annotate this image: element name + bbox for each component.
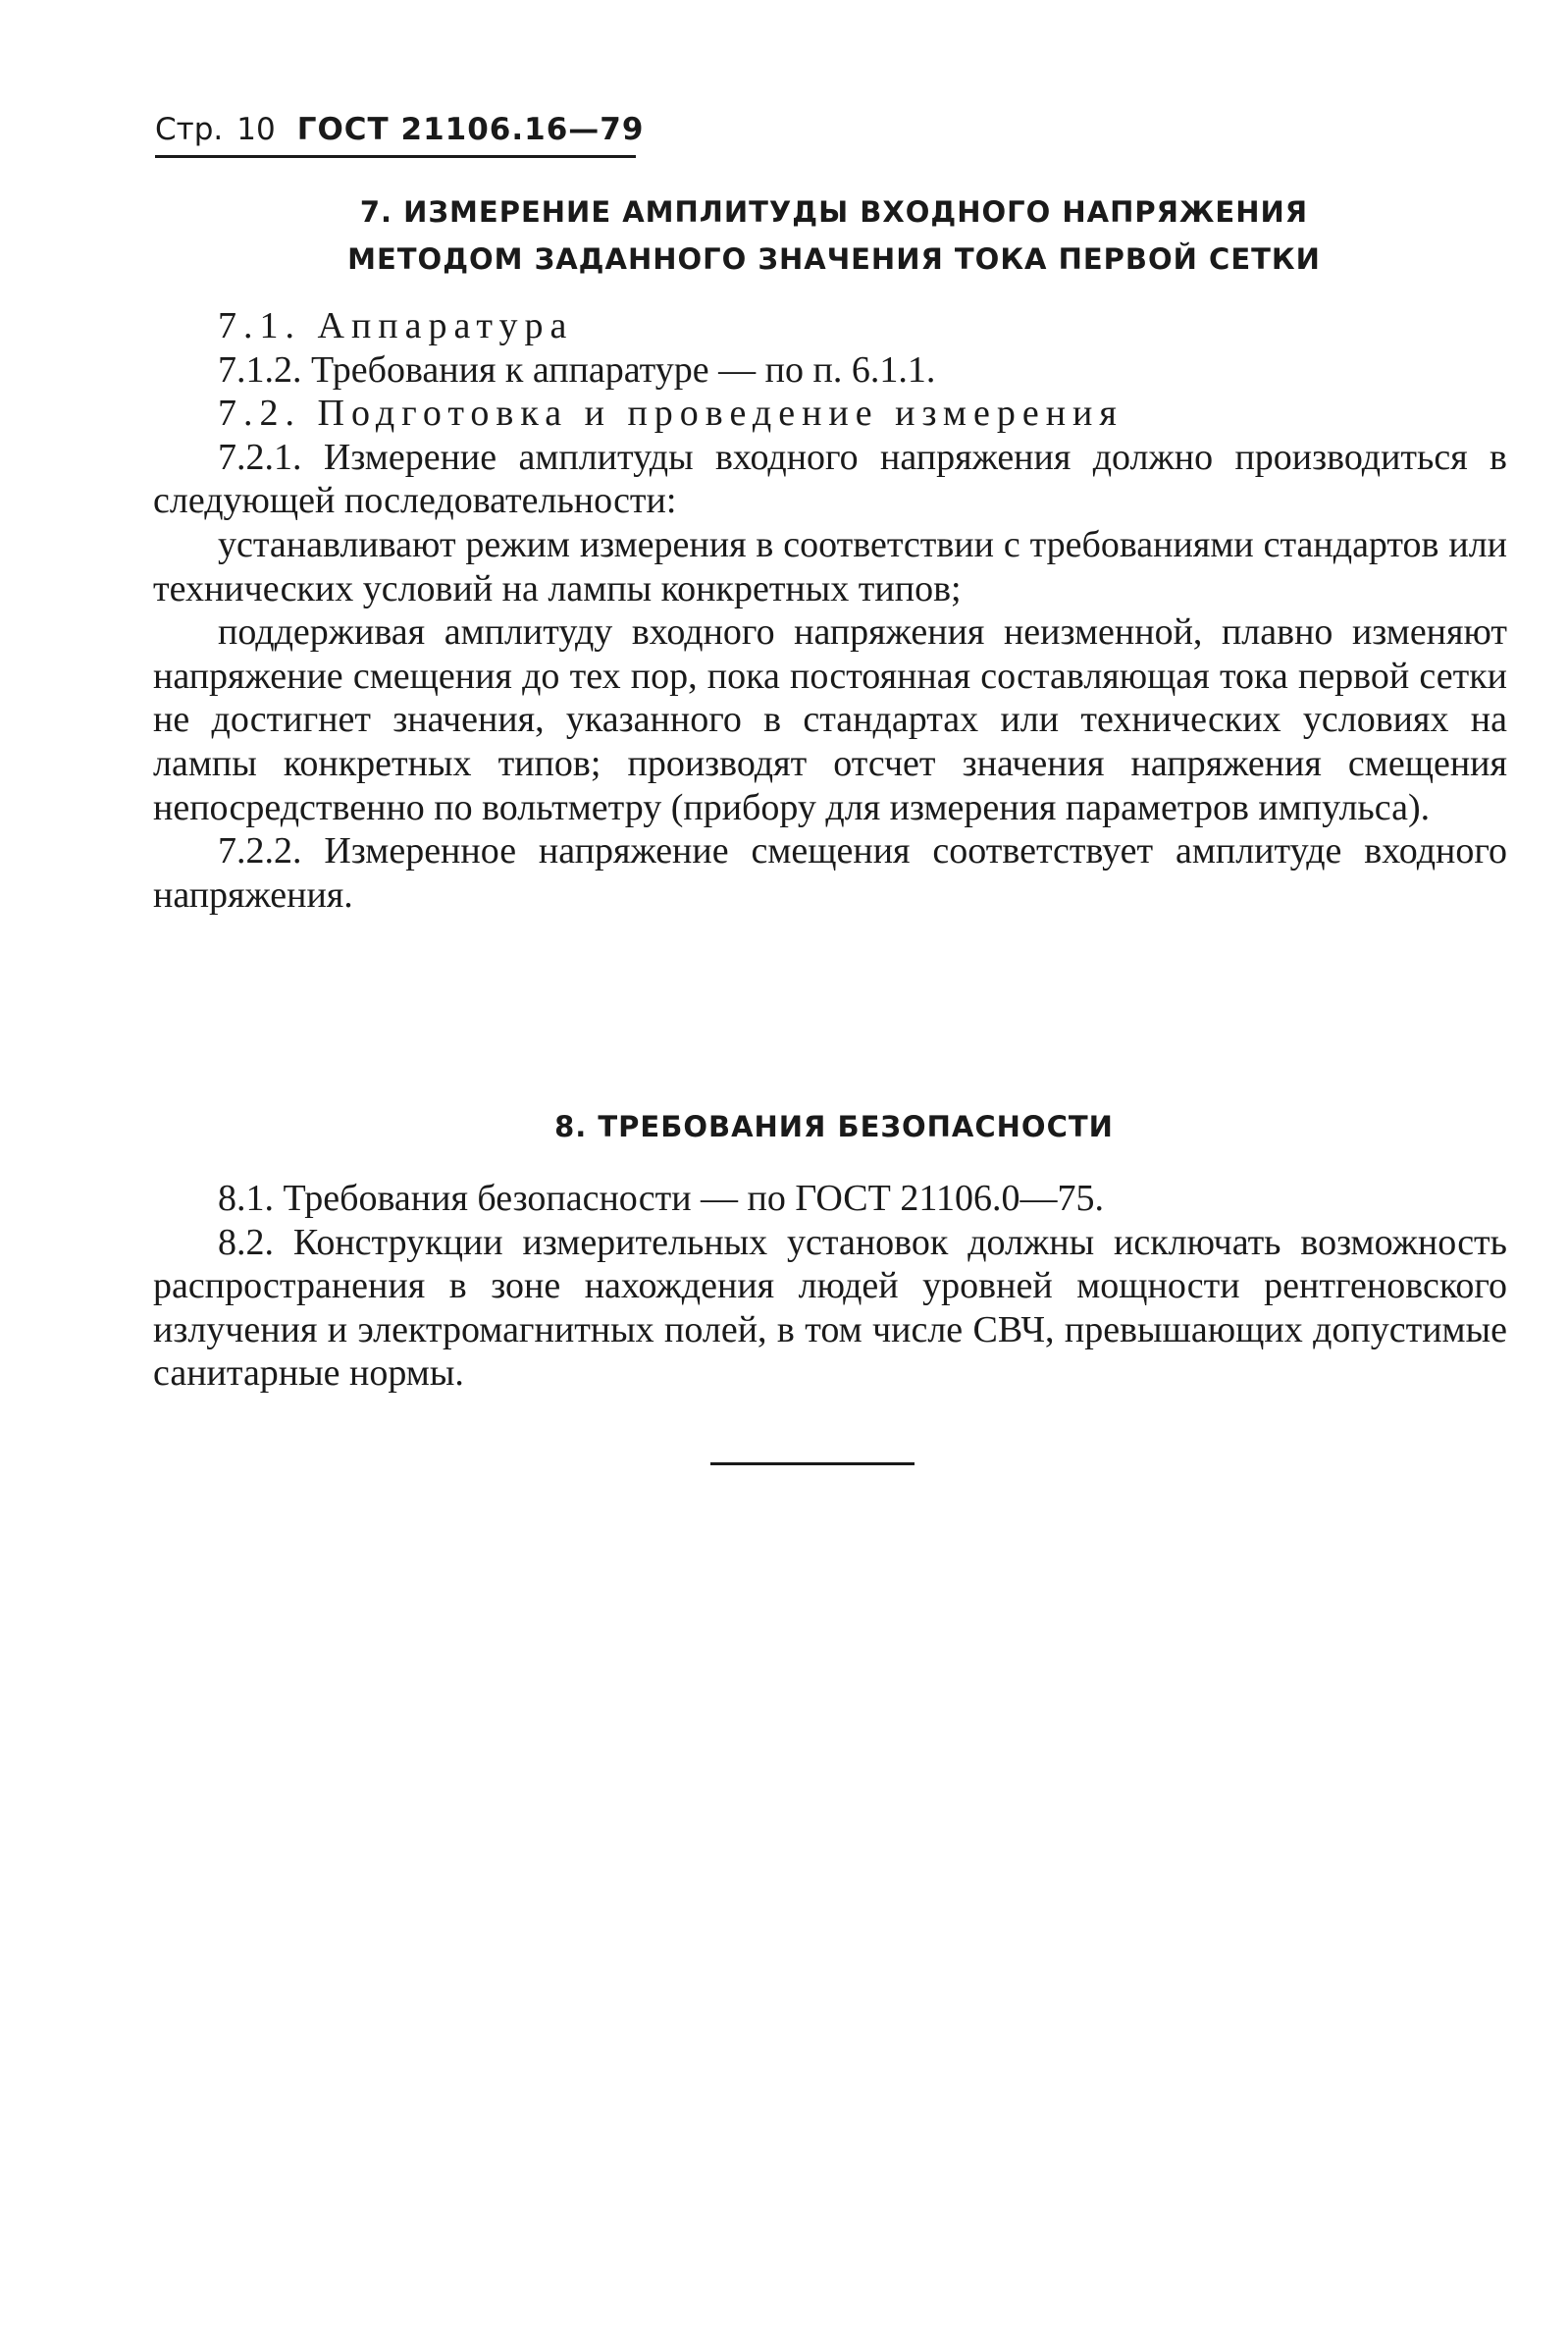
clause-7-2-1-step-1: устанавливают режим измерения в соответствии с требованиями стандартов или технических условий на лампы конкретных типов; [153, 523, 1507, 609]
section-7-heading-line-2: МЕТОДОМ ЗАДАННОГО ЗНАЧЕНИЯ ТОКА ПЕРВОЙ СЕТКИ [347, 242, 1321, 276]
running-header [155, 110, 645, 158]
section-7-body [153, 304, 1507, 917]
section-7-heading [147, 188, 1521, 283]
clause-7-2-1: 7.2.1. Измерение амплитуды входного напряжения должно производиться в следующей последовательности: [153, 436, 1507, 522]
page-label: Стр. [155, 112, 224, 147]
clause-7-1-2: 7.1.2. Требования к аппаратуре — по п. 6.1.1. [218, 348, 936, 391]
page-number: 10 [236, 112, 276, 147]
section-8-body [153, 1177, 1507, 1396]
clause-7-2-2: 7.2.2. Измеренное напряжение смещения соответствует амплитуде входного напряжения. [153, 830, 1507, 916]
clause-7-2-1-step-2: поддерживая амплитуду входного напряжения неизменной, плавно изменяют напряжение смещения до тех пор, пока постоянная составляющая тока первой сетки не достигнет значения, указанного в стандартах или технических условиях на лампы конкретных типов; производят отсчет значения напряжения смещения непосредственно по вольтметру (прибору для измерения параметров импульса). [153, 611, 1507, 828]
clause-8-2: 8.2. Конструкции измерительных установок должны исключать возможность распространения в зоне нахождения людей уровней мощности рентгеновского излучения и электромагнитных полей, в том числе СВЧ, превышающих допустимые санитарные нормы. [153, 1221, 1507, 1395]
end-divider [710, 1462, 915, 1465]
standard-designation: ГОСТ 21106.16—79 [296, 112, 645, 147]
clause-8-1: 8.1. Требования безопасности — по ГОСТ 21106.0—75. [218, 1178, 1104, 1219]
clause-7-1: 7.1. Аппаратура [218, 305, 574, 346]
section-8-heading: 8. ТРЕБОВАНИЯ БЕЗОПАСНОСТИ [554, 1110, 1114, 1143]
section-7-heading-line-1: 7. ИЗМЕРЕНИЕ АМПЛИТУДЫ ВХОДНОГО НАПРЯЖЕНИЯ [359, 195, 1309, 229]
clause-7-2: 7.2. Подготовка и проведение измерения [218, 393, 1124, 435]
